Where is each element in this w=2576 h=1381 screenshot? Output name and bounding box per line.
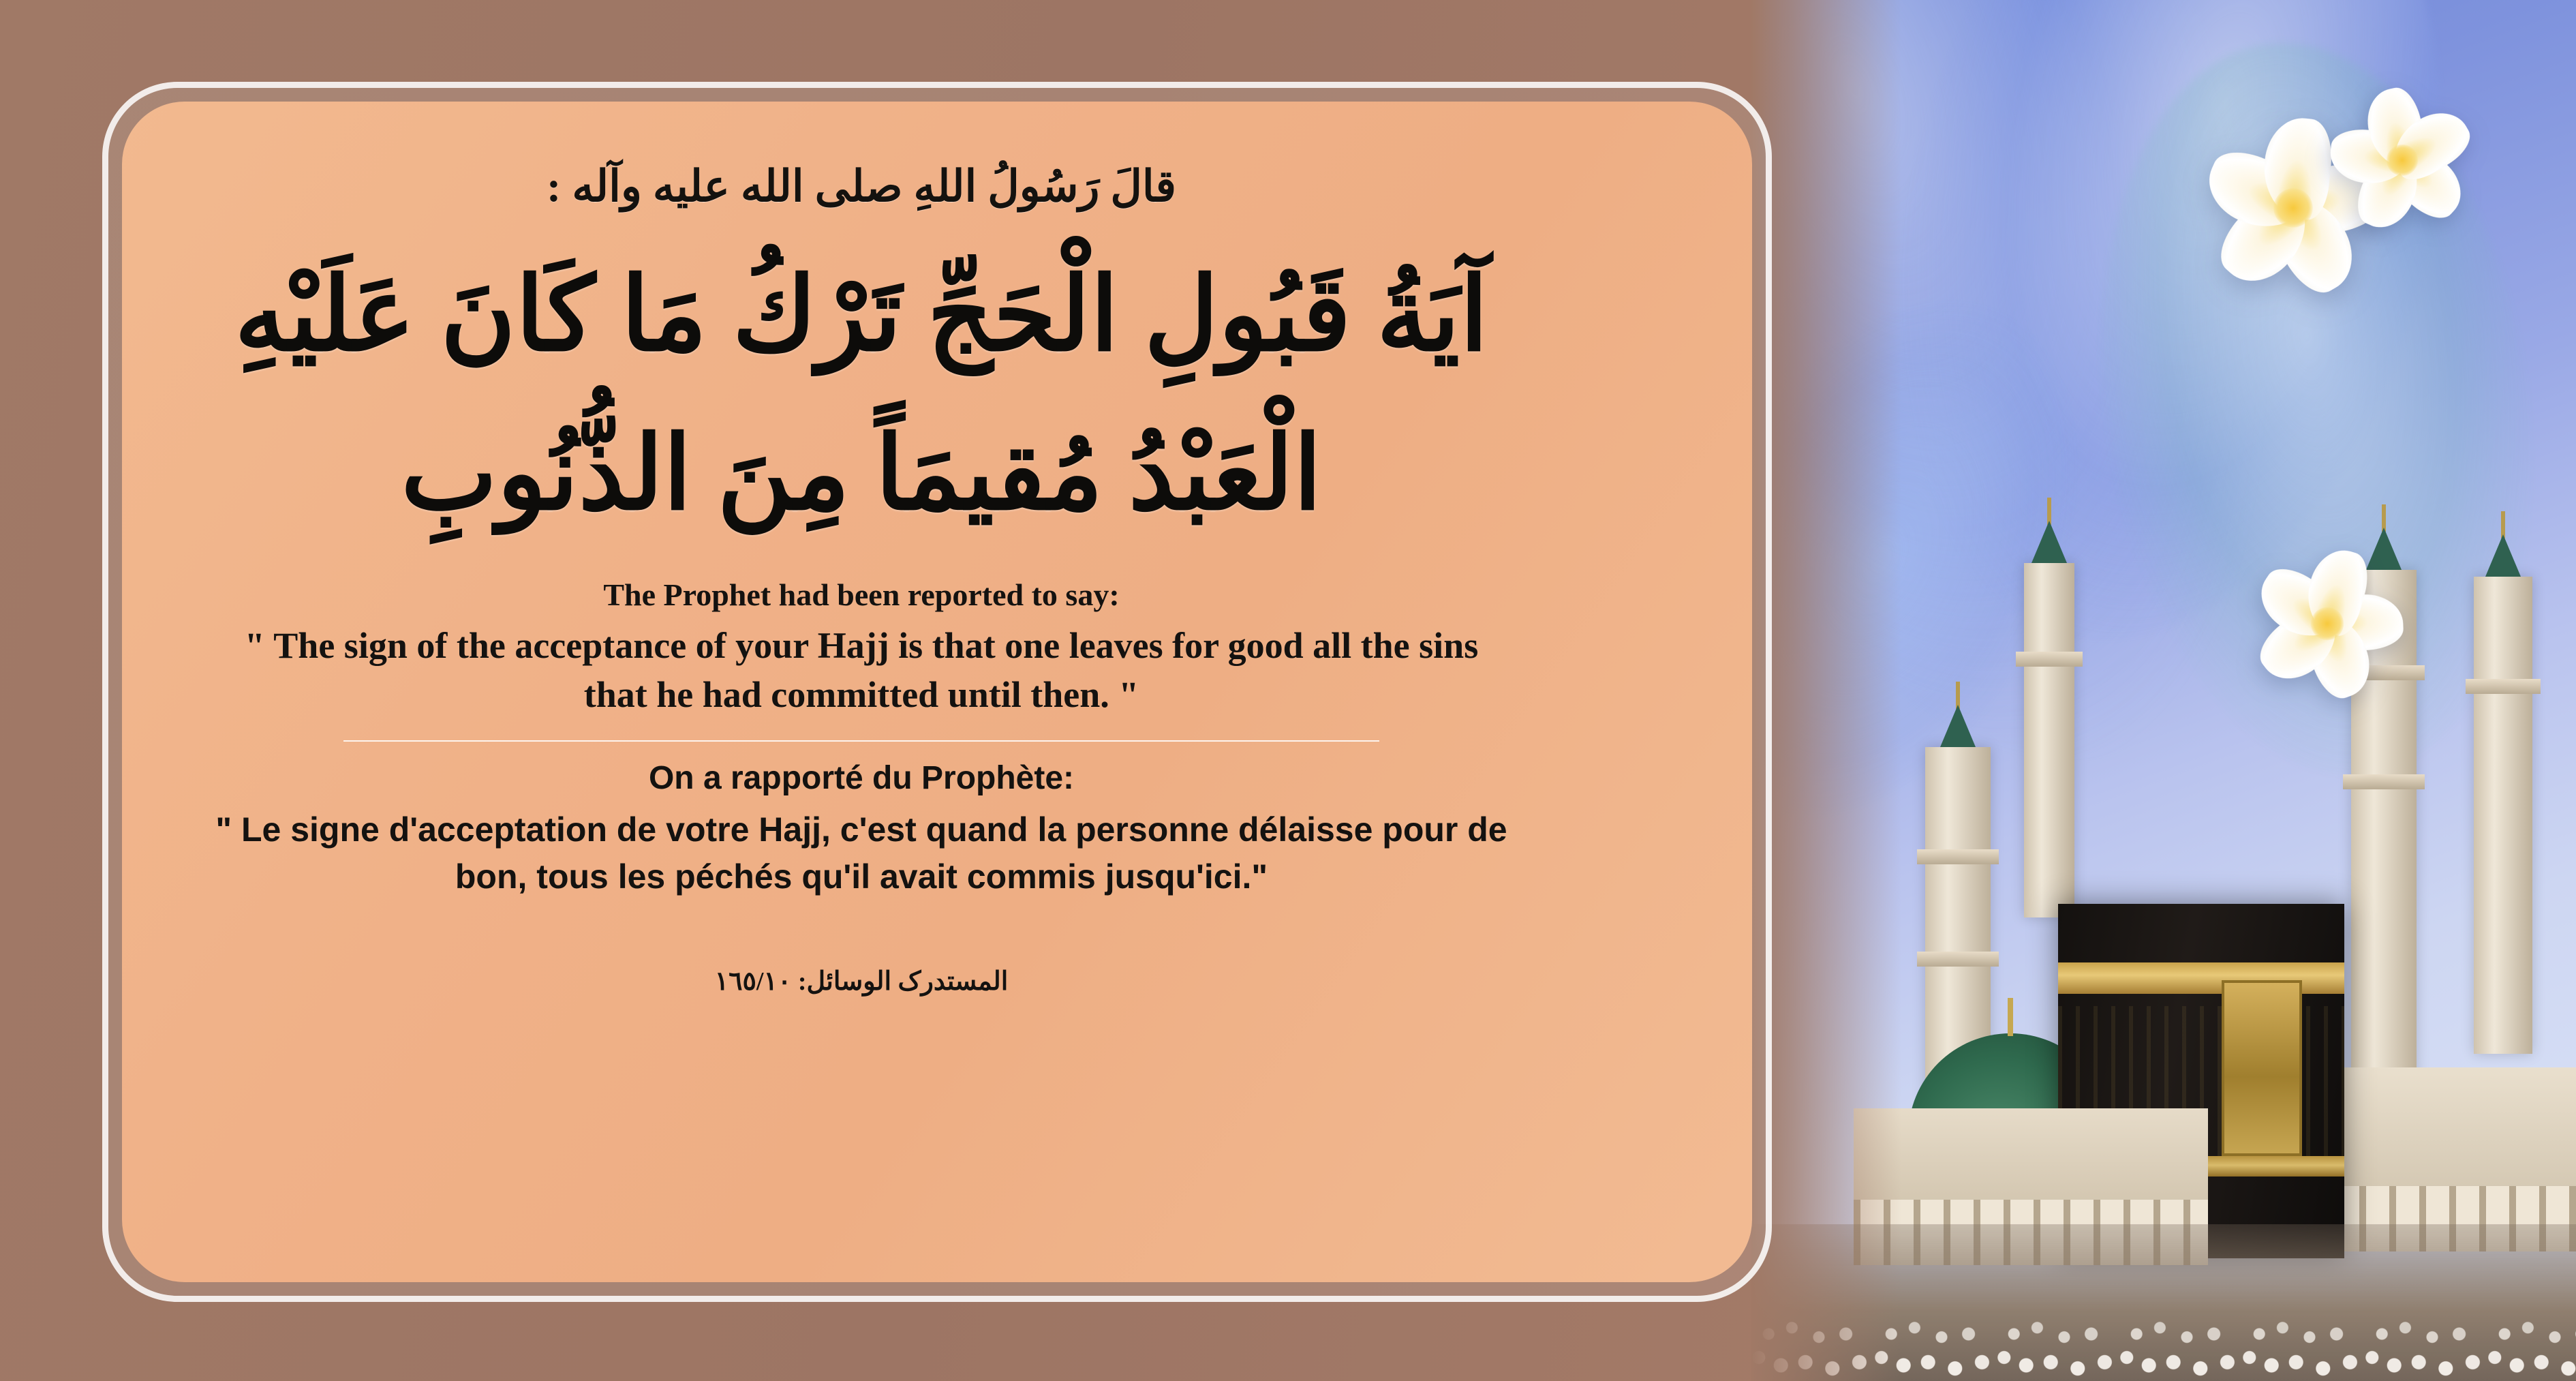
photo-panel <box>1751 0 2576 1381</box>
hadith-content <box>122 102 1587 1282</box>
minaret-icon-2 <box>2024 563 2074 917</box>
hadith-arabic-intro: قالَ رَسُولُ اللهِ صلى الله عليه وآله : <box>547 162 1176 211</box>
content-card-inner <box>122 102 1752 1282</box>
english-intro: The Prophet had been reported to say: <box>603 577 1120 612</box>
hadith-arabic-text: آيَةُ قَبُولِ الْحَجِّ تَرْكُ مَا كَانَ عَلَيْهِ الْعَبْدُ مُقيمَاً مِنَ الذُّنُوبِ <box>234 259 1488 531</box>
source-reference: المستدرک الوسائل: ١٦٥/١٠ <box>714 967 1009 996</box>
french-translation: " Le signe d'acceptation de votre Hajj, c'est quand la personne délaisse pour de bon, tous les péchés qu'il avait commis jusqu'ici." <box>215 810 1507 896</box>
section-divider <box>343 740 1379 742</box>
english-translation: " The sign of the acceptance of your Hajj is that one leaves for good all the sins that he had committed until then. " <box>244 625 1479 716</box>
minaret-icon-4 <box>2474 577 2532 1054</box>
panel-gradient-fade <box>1751 0 1901 1381</box>
french-intro: On a rapporté du Prophète: <box>648 759 1075 796</box>
frangipani-flower-icon-3 <box>2235 531 2421 717</box>
content-card <box>102 82 1772 1302</box>
